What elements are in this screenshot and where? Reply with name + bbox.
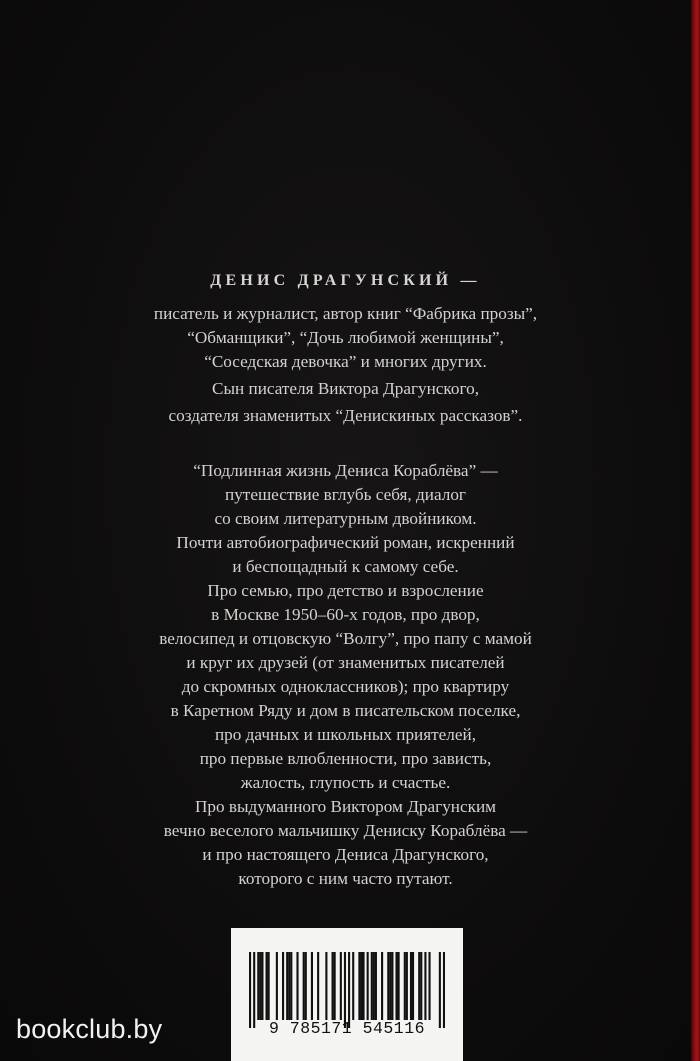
barcode-bar (352, 952, 354, 1020)
barcode-bar (340, 952, 342, 1020)
annotation-line: и про настоящего Дениса Драгунского, (202, 845, 489, 864)
barcode-bar (311, 952, 313, 1020)
barcode-bar (305, 952, 307, 1020)
barcode-bar (317, 952, 319, 1020)
barcode-panel (231, 928, 463, 1061)
barcode-bar (373, 952, 375, 1020)
bio-line: писатель и журналист, автор книг “Фабрика прозы”, (153, 304, 538, 323)
annotation-line: путешествие вглубь себя, диалог (225, 485, 466, 504)
barcode-bar (249, 952, 251, 1028)
bio-line: создателя знаменитых “Денискиных рассказов”. (168, 406, 523, 425)
barcode-bar (418, 952, 420, 1020)
barcode-bar (261, 952, 263, 1020)
annotation-line: со своим литературным двойником. (214, 509, 477, 528)
barcode-bar (266, 952, 268, 1020)
annotation-line: и беспощадный к самому себе. (232, 557, 459, 576)
barcode-bar (286, 952, 288, 1020)
barcode-bar (290, 952, 292, 1020)
barcode-bar (332, 952, 334, 1020)
isbn-digits: 9 785171 545116 (268, 1019, 426, 1038)
annotation-line: Про семью, про детство и взросление (207, 581, 484, 600)
barcode-bar (404, 952, 406, 1020)
bio-line: “Соседская девочка” и многих других. (204, 352, 487, 371)
barcode-bar (257, 952, 259, 1020)
annotation-line: которого с ним часто путают. (238, 869, 453, 888)
barcode-bar (375, 952, 377, 1020)
barcode-bar (253, 952, 255, 1028)
annotation-line: Про выдуманного Виктором Драгунским (194, 797, 497, 816)
barcode-bar (268, 952, 270, 1020)
barcode-bar (406, 952, 408, 1020)
annotation-line: про первые влюбленности, про зависть, (199, 749, 492, 768)
barcode-bar (391, 952, 393, 1020)
barcode-bar (389, 952, 391, 1020)
barcode-bar (282, 952, 284, 1020)
barcode-bar (371, 952, 373, 1020)
barcode-bar (420, 952, 422, 1020)
barcode-bar (288, 952, 290, 1020)
annotation-line: жалость, глупость и счастье. (240, 773, 451, 792)
barcode-bar (443, 952, 445, 1028)
annotation-line: вечно веселого мальчишку Дениску Кораблёва — (163, 821, 528, 840)
author-heading: ДЕНИС ДРАГУНСКИЙ — (210, 272, 481, 289)
barcode-bar (387, 952, 389, 1020)
bookclub-watermark: bookclub.by (16, 1014, 163, 1044)
barcode-bar (344, 952, 346, 1028)
barcode-bar (367, 952, 369, 1020)
barcode-bar (259, 952, 261, 1020)
annotation-line: Почти автобиографический роман, искренний (176, 533, 515, 552)
bio-line: “Обманщики”, “Дочь любимой женщины”, (187, 328, 504, 347)
annotation-line: велосипед и отцовскую “Волгу”, про папу с мамой (159, 629, 532, 648)
barcode-bar (410, 952, 412, 1020)
barcode-bar (398, 952, 400, 1020)
barcode-icon (249, 952, 445, 1028)
red-spine-edge (691, 0, 700, 1061)
barcode-bar (381, 952, 383, 1020)
annotation-line: в Каретном Ряду и дом в писательском поселке, (170, 701, 521, 720)
barcode-bar (296, 952, 298, 1020)
barcode-bar (362, 952, 364, 1020)
barcode-bar (412, 952, 414, 1020)
barcode-bar (325, 952, 327, 1020)
barcode-bar (276, 952, 278, 1020)
barcode-bar (424, 952, 426, 1020)
barcode-bar (334, 952, 336, 1020)
barcode-bar (358, 952, 360, 1020)
barcode-bar (303, 952, 305, 1020)
barcode-bar (360, 952, 362, 1020)
book-annotation (0, 459, 691, 891)
barcode-bar (428, 952, 430, 1020)
annotation-line: в Москве 1950–60-х годов, про двор, (211, 605, 480, 624)
annotation-line: до скромных одноклассников); про квартиру (181, 677, 510, 696)
annotation-line: и круг их друзей (от знаменитых писателей (186, 653, 505, 672)
annotation-line: “Подлинная жизнь Дениса Кораблёва” — (193, 461, 498, 480)
bio-line: Сын писателя Виктора Драгунского, (211, 379, 480, 398)
annotation-line: про дачных и школьных приятелей, (214, 725, 476, 744)
barcode-bar (439, 952, 441, 1028)
author-bio (0, 302, 691, 428)
barcode-bar (348, 952, 350, 1028)
barcode-bar (395, 952, 397, 1020)
